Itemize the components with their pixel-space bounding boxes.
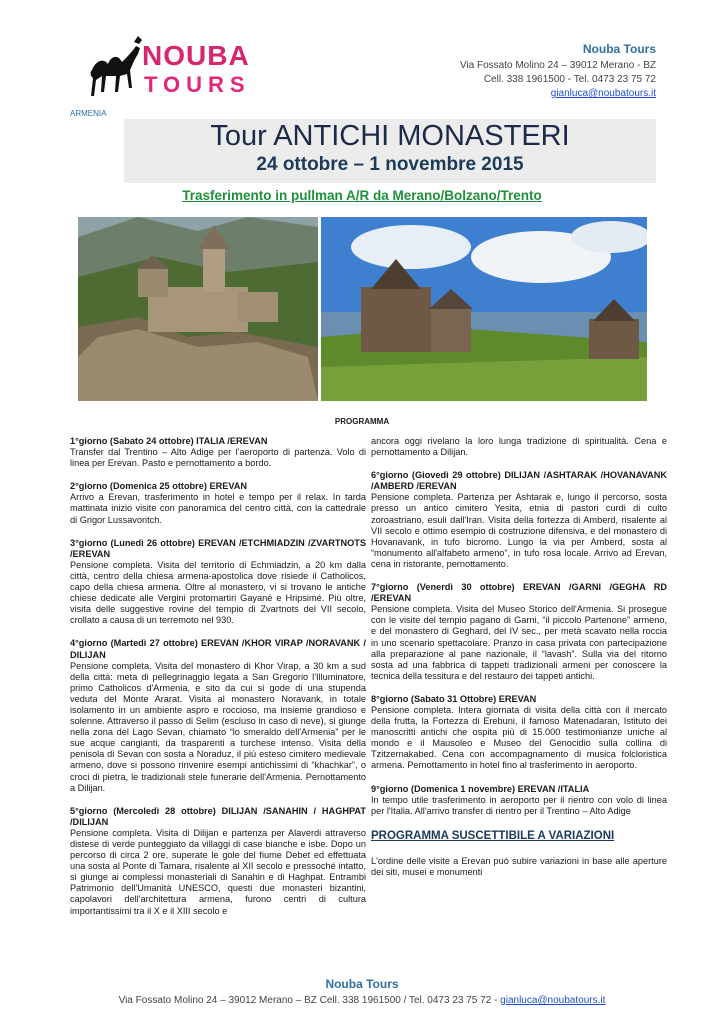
footer-company-name: Nouba Tours — [325, 977, 399, 991]
day-heading: 1°giorno (Sabato 24 ottobre) ITALIA /EREVAN — [70, 436, 268, 446]
tour-dates: 24 ottobre – 1 novembre 2015 — [256, 154, 524, 175]
day-text: Pensione completa. Intera giornata di visita della città con il mercato della frutta, la Fortezza di Erebuni, il famoso Matenadaran, Istituto dei manoscritti antichi che ospita più di 15.000 testimonianze uniche al mondo e il Mausoleo e Museo del Genocidio sulla collina di Tzitzernakabed. Cena con accompagnamento di musica folcloristica armena. Pernottamento in hotel fino al trasferimento in aeroporto. — [371, 704, 667, 771]
page-footer — [0, 977, 724, 1006]
day-text: Pensione completa. Visita del territorio di Echmiadzin, a 20 km dalla città, centro della chiesa armena-apostolica dove risiede il Catholicos, capo della chiesa armena. Oltre al monastero, vi si trovano le antiche chiese dedicate alle Vergini protomartiri Gayané e Hripsimé. Più oltre, visita delle suggestive rovine del tempio di Zvartnots del VII secolo, crollato a causa di un terremoto nel 930. — [70, 559, 366, 626]
footer-address: Via Fossato Molino 24 – 39012 Merano – BZ Cell. 338 1961500 / Tel. 0473 23 75 72 - — [118, 995, 498, 1006]
company-phones: Cell. 338 1961500 - Tel. 0473 23 75 72 — [483, 74, 656, 85]
day-8 — [371, 694, 667, 772]
day-heading: 4°giorno (Martedì 27 ottobre) EREVAN /KHOR VIRAP /NORAVANK / DILIJAN — [70, 638, 366, 660]
day-heading: 5°giorno (Mercoledì 28 ottobre) DILIJAN /SANAHIN / HAGHPAT /DILIJAN — [70, 805, 366, 827]
day-9 — [371, 784, 667, 817]
company-address: Via Fossato Molino 24 – 39012 Merano - BZ — [459, 60, 656, 71]
day-text: Pensione completa. Visita del Museo Storico dell'Armenia. Si prosegue con le visite del tempio pagano di Garni, “il piccolo Partenone” armeno, e del monastero di Geghard, del IV sec., per metà scavato nella roccia in uno scenario spettacolare. Pranzo in casa privata con partecipazione alla preparazione al pane nazionale, il “lavash”. Sulla via del ritorno sosta ad una fabbrica di tappeti tradizionali armeni per conoscere la tecnica della tessitura e del restauro dei tappeti antichi. — [371, 604, 667, 681]
monastery-photo-left — [78, 217, 318, 401]
day-text: Pensione completa. Visita di Dilijan e partenza per Alaverdi attraverso distese di verde punteggiato da villaggi di case bianche e isbe. Dopo un percorso di circa 2 ore, superate le gole del fiume Debet ed effettuata una sosta al Ponte di Tamara, risalente al XII secolo e pressoché intatto, si giunge ai complessi monasteriali di Sanahin e di Haghpat. Entrambi Patrimonio dell'Umanità UNESCO, questi due monasteri bizantini, capolavori dell'architettura armena, furono centri di cultura importantissimi tra il X e il XIII secolo e — [70, 827, 366, 916]
day-2 — [70, 481, 366, 525]
title-band — [124, 119, 656, 183]
day-text: In tempo utile trasferimento in aeroporto per il rientro con volo di linea per l'Italia. All'arrivo transfer di rientro per il Trentino – Alto Adige — [371, 794, 667, 816]
day-text: Transfer dal Trentino – Alto Adige per l'aeroporto di partenza. Volo di linea per Erevan. Pasto e pernottamento a bordo. — [70, 447, 366, 469]
footer-email-link[interactable]: gianluca@noubatours.it — [500, 995, 606, 1006]
page-title: Tour ANTICHI MONASTERI — [210, 120, 570, 152]
day-5 — [70, 806, 366, 917]
day-heading: 7°giorno (Venerdì 30 ottobre) EREVAN /GARNI /GEGHA RD /EREVAN — [371, 582, 667, 604]
day-heading: 9°giorno (Domenica 1 novembre) EREVAN /ITALIA — [371, 783, 590, 794]
logo-text-top: NOUBA — [142, 40, 250, 71]
variations-text: L'ordine delle visite a Erevan può subire variazioni in base alle aperture dei siti, musei e monumenti — [371, 855, 667, 877]
company-email-link[interactable]: gianluca@noubatours.it — [550, 88, 656, 99]
day-heading: 6°giorno (Giovedì 29 ottobre) DILIJAN /ASHTARAK /HOVANAVANK /AMBERD /EREVAN — [371, 470, 667, 492]
day-4 — [70, 638, 366, 793]
footer-contact-line — [0, 995, 724, 1006]
transfer-note: Trasferimento in pullman A/R da Merano/Bolzano/Trento — [182, 188, 542, 203]
company-name: Nouba Tours — [582, 42, 656, 56]
day-heading: 3°giorno (Lunedì 26 ottobre) EREVAN /ETCHMIADZIN /ZVARTNOTS /EREVAN — [70, 537, 366, 559]
day-text: Pensione completa. Visita del monastero di Khor Virap, a 30 km a sud della città: meta di pellegrinaggio legata a San Gregorio l'Illuminatore, primo Catholicos d'Armenia, e sito da cui si gode di una stupenda veduta del Monte Ararat. Visita al monastero Noravank, in totale isolamento in un ambiente aspro e roccioso, ma insieme grandioso e solenne. Attraverso il passo di Selim (escluso in caso di neve), si giunge nella zona del Lago Sevan, chiamato “lo smeraldo dell'Armenia” per le sue acque cangianti, da trasparenti a turchese intenso. Visita della penisola di Sevan con sosta a Noraduz, il più esteso cimitero medievale armeno, dove si possono rinvenire esempi antichissimi di “khachkar”, o croci di pietra, le tradizionali stele funerarie dell'Armenia. Pernottamento a Dilijan. — [70, 660, 366, 793]
day-7 — [371, 582, 667, 682]
program-column-left — [70, 436, 366, 929]
nouba-logo — [86, 36, 266, 106]
day-heading: 2°giorno (Domenica 25 ottobre) EREVAN — [70, 481, 248, 492]
day-heading: 8°giorno (Sabato 31 Ottobre) EREVAN — [371, 693, 537, 704]
day-6 — [371, 470, 667, 570]
monastery-photo-right — [321, 217, 647, 401]
day-1 — [70, 436, 366, 469]
day-text: Pensione completa. Partenza per Ashtarak e, lungo il percorso, sosta presso un antico cimitero Yesita, etnia di pastori curdi di culto zoroastriano, esuli dall'Iran. Visita della fortezza di Amberd, risalente al VII secolo e ottimo esempio di costruzione difensiva, e del monastero di Hovanavank, in tufo bicromo. Lungo la via per Amberd, sosta al “monumento all'alfabeto armeno”, in tufo rosa locale. Arrivo ad Erevan, cena in ristorante, pernottamento. — [371, 492, 667, 569]
program-column-right — [371, 436, 667, 878]
camel-silhouette-icon — [86, 36, 146, 106]
company-header — [460, 42, 656, 101]
logo-text-bottom: TOURS — [144, 72, 251, 97]
country-label: ARMENIA — [70, 109, 107, 118]
variations-heading: PROGRAMMA SUSCETTIBILE A VARIAZIONI — [371, 829, 615, 842]
day-text: ancora oggi rivelano la loro lunga tradizione di spiritualità. Cena e pernottamento a Dilijan. — [371, 436, 667, 458]
day-text: Arrivo a Erevan, trasferimento in hotel e tempo per il relax. In tarda mattinata inizio visite con panoramica del centro città, con la cattedrale di Grigor Lussavoritch. — [70, 492, 366, 525]
day-5-continued — [371, 436, 667, 458]
program-heading: PROGRAMMA — [334, 417, 390, 426]
day-3 — [70, 538, 366, 627]
